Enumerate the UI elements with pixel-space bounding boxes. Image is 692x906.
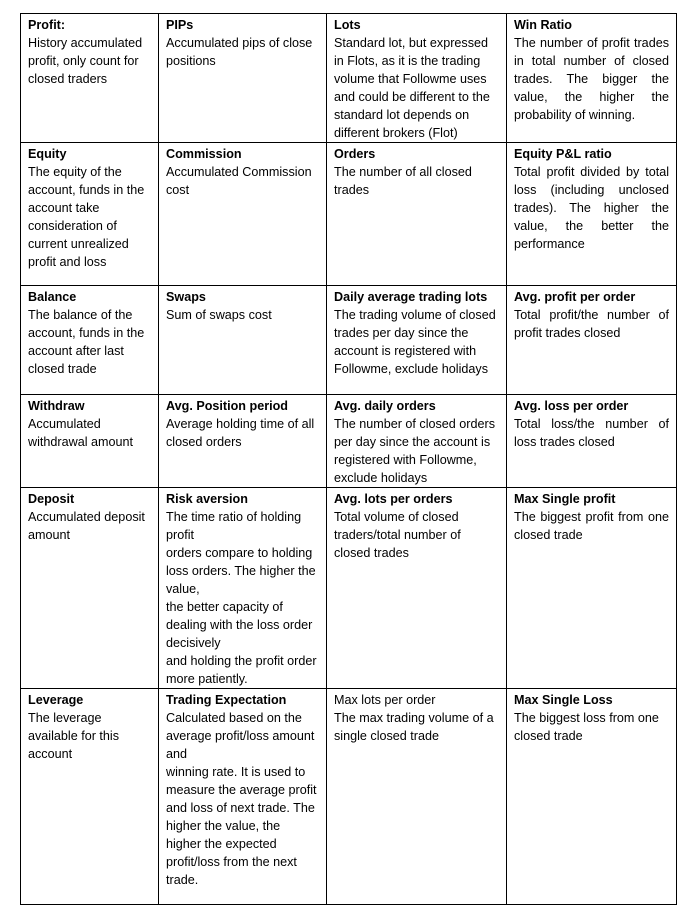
term-title: Daily average trading lots: [334, 290, 488, 304]
table-cell-avg-lots-per-orders: [327, 488, 507, 689]
table-row: [21, 488, 677, 689]
term-description: Accumulated deposit amount: [28, 510, 145, 542]
table-cell-commission: [159, 143, 327, 286]
term-description: The equity of the account, funds in the account take consideration of current unrealized profit and loss: [28, 165, 145, 269]
term-description: Accumulated Commission cost: [166, 165, 312, 197]
term-description: Accumulated withdrawal amount: [28, 417, 133, 449]
table-row: [21, 395, 677, 488]
table-cell-equity-pl-ratio: [507, 143, 677, 286]
term-description: Total loss/the number of loss trades closed: [514, 417, 669, 449]
table-row: [21, 286, 677, 395]
table-cell-withdraw: [21, 395, 159, 488]
table-cell-balance: [21, 286, 159, 395]
term-title: Avg. Position period: [166, 399, 288, 413]
term-description: The max trading volume of a single closed trade: [334, 711, 494, 743]
table-cell-equity: [21, 143, 159, 286]
term-description: Sum of swaps cost: [166, 308, 272, 322]
term-description: The trading volume of closed trades per day since the account is registered with Followme, exclude holidays: [334, 308, 496, 376]
term-title: Balance: [28, 290, 77, 304]
term-title: Lots: [334, 18, 361, 32]
term-description: The biggest loss from one closed trade: [514, 711, 659, 743]
term-title: Avg. profit per order: [514, 290, 636, 304]
table-cell-avg-profit-per-order: [507, 286, 677, 395]
term-title: Equity P&L ratio: [514, 147, 612, 161]
table-row: [21, 689, 677, 905]
term-title: Leverage: [28, 693, 84, 707]
term-title: Withdraw: [28, 399, 85, 413]
table-cell-trading-expectation: [159, 689, 327, 905]
term-description: Calculated based on the average profit/loss amount and winning rate. It is used to measure the average profit and loss of next trade. The higher the value, the higher the expected profit/loss from the next trade.: [166, 711, 317, 887]
term-title: Avg. lots per orders: [334, 492, 453, 506]
term-description: The leverage available for this account: [28, 711, 120, 761]
term-description: The number of all closed trades: [334, 165, 472, 197]
term-description: The number of profit trades in total number of closed trades. The bigger the value, the higher the probability of winning.: [514, 36, 669, 122]
term-title: Avg. loss per order: [514, 399, 629, 413]
term-title: Swaps: [166, 290, 206, 304]
term-description: The biggest profit from one closed trade: [514, 510, 669, 542]
term-title: Profit:: [28, 18, 66, 32]
table-cell-avg-daily-orders: [327, 395, 507, 488]
term-title: Max lots per order: [334, 693, 436, 707]
table-cell-max-single-loss: [507, 689, 677, 905]
table-cell-lots: [327, 14, 507, 143]
term-description: The balance of the account, funds in the account after last closed trade: [28, 308, 145, 376]
term-description: Accumulated pips of close positions: [166, 36, 313, 68]
term-description: Total profit divided by total loss (including unclosed trades). The higher the value, the better the performance: [514, 165, 669, 251]
table-cell-risk-aversion: [159, 488, 327, 689]
table-cell-max-lots-per-order: [327, 689, 507, 905]
term-description: History accumulated profit, only count for closed traders: [28, 36, 143, 86]
table-cell-daily-average-trading-lots: [327, 286, 507, 395]
term-title: PIPs: [166, 18, 194, 32]
table-cell-swaps: [159, 286, 327, 395]
term-title: Avg. daily orders: [334, 399, 436, 413]
term-title: Deposit: [28, 492, 75, 506]
table-row: [21, 143, 677, 286]
term-title: Trading Expectation: [166, 693, 287, 707]
term-title: Max Single Loss: [514, 693, 613, 707]
term-title: Equity: [28, 147, 67, 161]
table-cell-max-single-profit: [507, 488, 677, 689]
term-description: Average holding time of all closed orders: [166, 417, 315, 449]
table-cell-leverage: [21, 689, 159, 905]
table-cell-avg-position-period: [159, 395, 327, 488]
term-description: Standard lot, but expressed in Flots, as it is the trading volume that Followme uses and could be different to the standard lot depends on different brokers (Flot): [334, 36, 490, 140]
term-description: Total profit/the number of profit trades closed: [514, 308, 669, 340]
term-title: Risk aversion: [166, 492, 248, 506]
metrics-glossary-table: [20, 13, 677, 905]
table-cell-win-ratio: [507, 14, 677, 143]
table-row: [21, 14, 677, 143]
table-cell-profit: [21, 14, 159, 143]
term-title: Max Single profit: [514, 492, 616, 506]
table-cell-orders: [327, 143, 507, 286]
term-description: The number of closed orders per day since the account is registered with Followme, exclude holidays: [334, 417, 496, 485]
term-title: Orders: [334, 147, 376, 161]
table-cell-deposit: [21, 488, 159, 689]
term-description: Total volume of closed traders/total number of closed trades: [334, 510, 461, 560]
table-cell-avg-loss-per-order: [507, 395, 677, 488]
term-title: Commission: [166, 147, 242, 161]
term-description: The time ratio of holding profit orders compare to holding loss orders. The higher the value, the better capacity of dealing with the loss order decisively and holding the profit order more patiently.: [166, 510, 317, 686]
term-title: Win Ratio: [514, 18, 572, 32]
table-cell-pips: [159, 14, 327, 143]
